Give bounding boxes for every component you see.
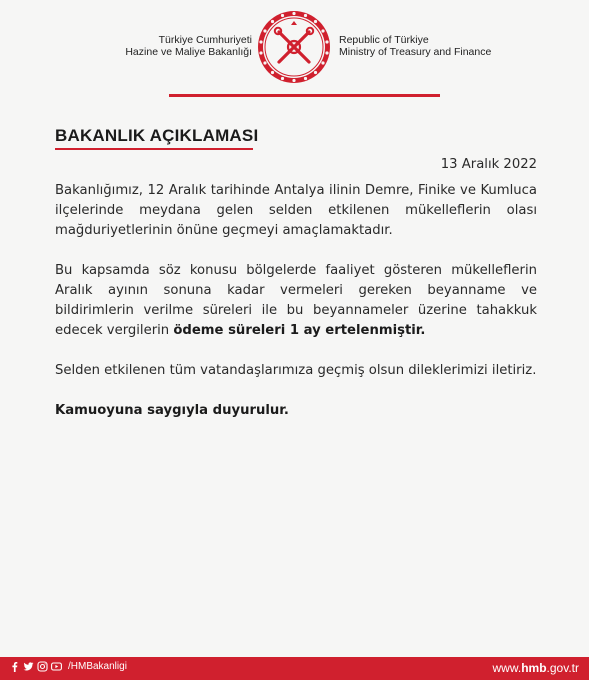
social-links (9, 661, 127, 672)
org-en-line1: Republic of Türkiye (339, 34, 429, 46)
paragraph-3: Selden etkilenen tüm vatandaşlarımıza geçmiş olsun dileklerimizi iletiriz. (55, 363, 537, 378)
facebook-icon[interactable] (9, 661, 20, 672)
org-name-english (339, 34, 491, 58)
header-divider (169, 94, 440, 97)
paragraph-1: Bakanlığımız, 12 Aralık tarihinde Antalya ilinin Demre, Finike ve Kumluca ilçelerinde meydana gelen selden etkilenen mükelleflerin olası mağduriyetlerinin önüne geçmeyi amaçlamaktadır. (55, 183, 537, 238)
org-tr-line2: Hazine ve Maliye Bakanlığı (125, 46, 252, 58)
closing-line: Kamuoyuna saygıyla duyurulur. (55, 403, 289, 418)
website-domain: hmb (521, 661, 547, 675)
org-en-line2: Ministry of Treasury and Finance (339, 46, 492, 58)
website-prefix: www. (492, 661, 522, 675)
org-tr-line1: Türkiye Cumhuriyeti (158, 34, 252, 46)
ministry-seal-icon (256, 9, 332, 85)
paragraph-2 (55, 261, 537, 341)
twitter-icon[interactable] (23, 661, 34, 672)
instagram-icon[interactable] (37, 661, 48, 672)
footer-bar (0, 657, 589, 680)
paragraph-2-lead: Bu kapsamda söz konusu bölgelerde faaliyet gösteren mükelleflerin Aralık ayının sonuna kadar vermeleri gereken beyanname ve bildirimlerin verilme süreleri ile bu beyannameler üzerine tahakkuk edecek vergilerin (55, 263, 537, 338)
document-date: 13 Aralık 2022 (440, 157, 537, 172)
youtube-icon[interactable] (51, 661, 62, 672)
page-title: BAKANLIK AÇIKLAMASI (55, 126, 259, 145)
document-body (55, 181, 537, 421)
title-underline (55, 148, 253, 150)
website-link[interactable] (493, 660, 579, 676)
website-suffix: .gov.tr (546, 661, 579, 675)
social-handle[interactable]: /HMBakanligi (68, 661, 127, 672)
letterhead (0, 0, 589, 100)
paragraph-2-emphasis: ödeme süreleri 1 ay ertelenmiştir. (173, 323, 426, 338)
org-name-turkish (125, 34, 252, 58)
